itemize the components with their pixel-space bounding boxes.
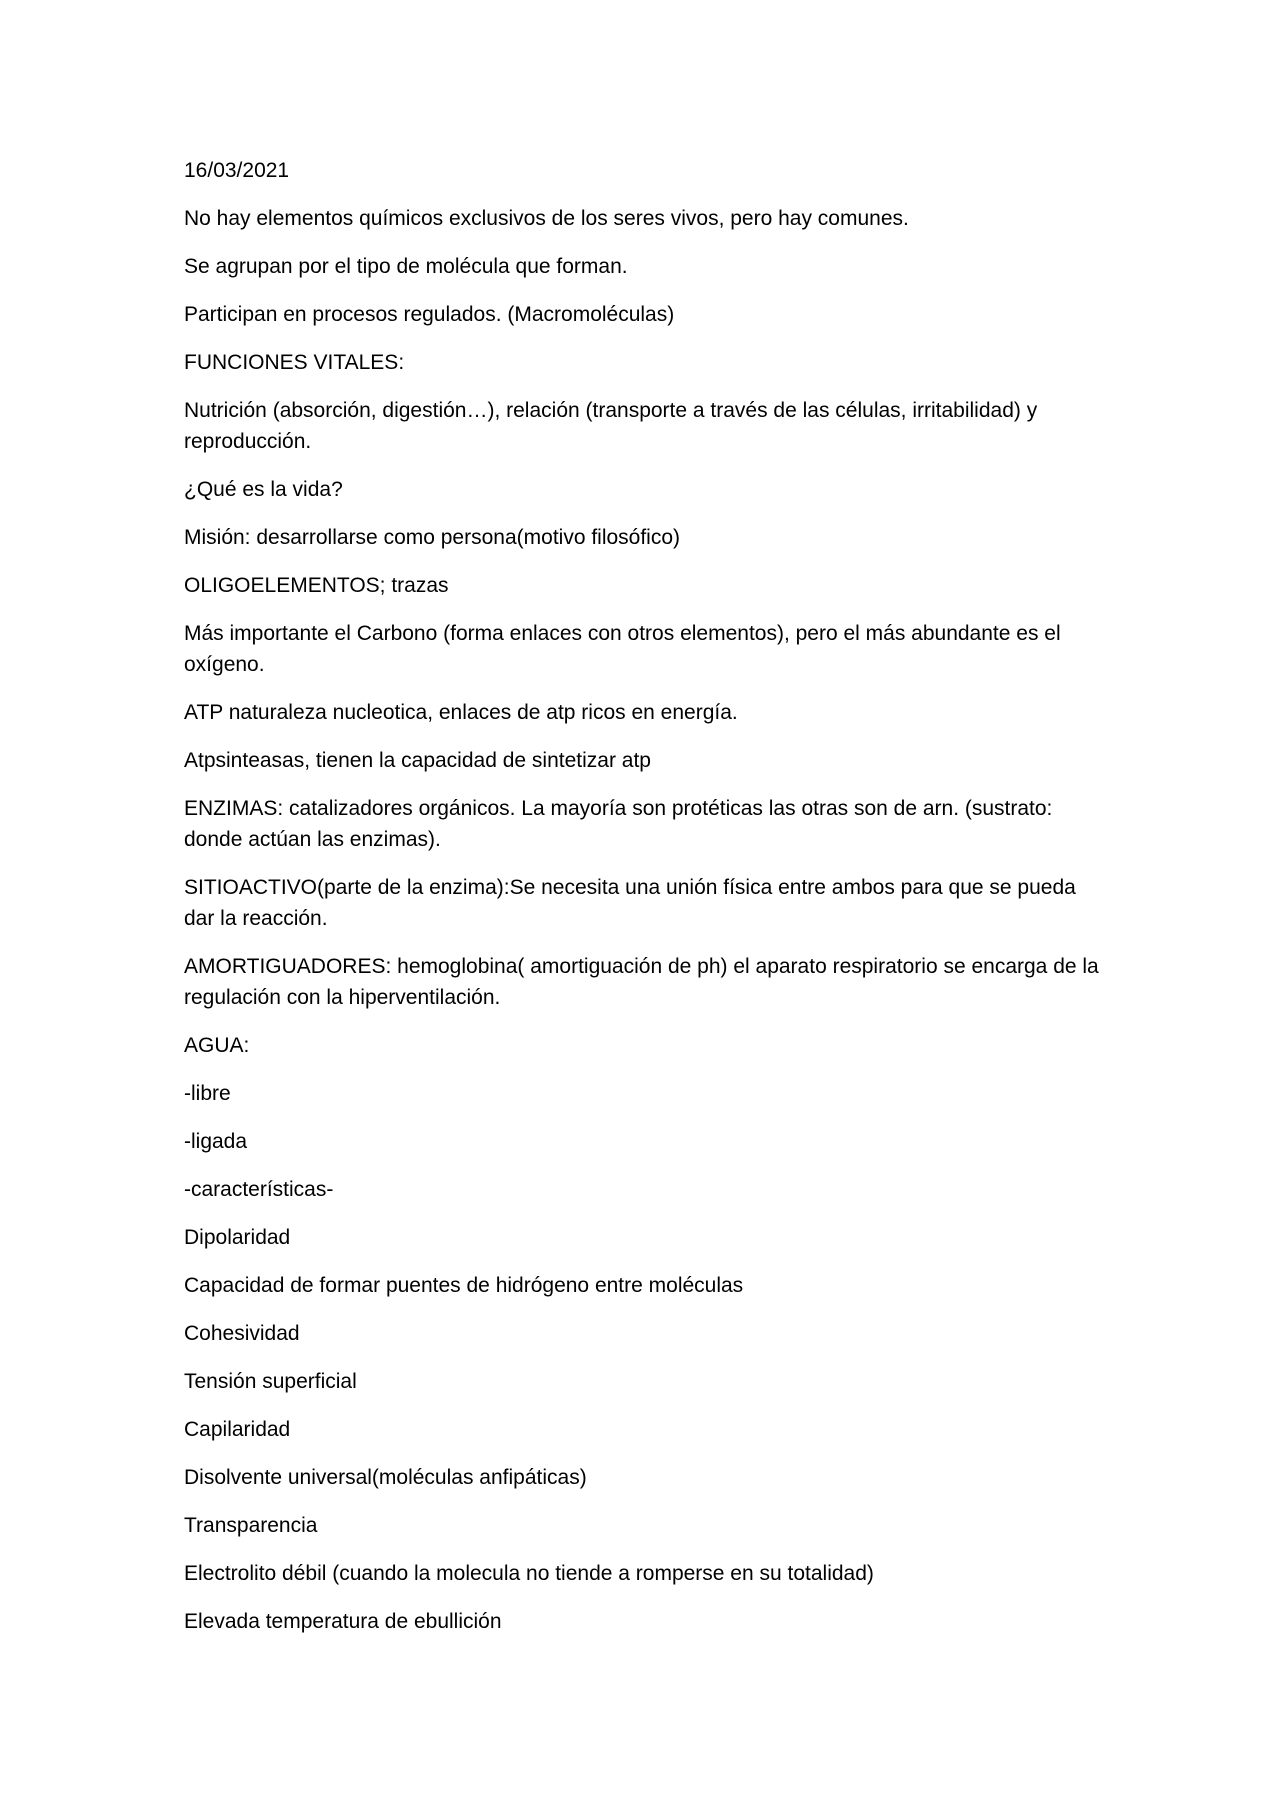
list-item: Disolvente universal(moléculas anfipáticas) [184, 1466, 587, 1489]
paragraph: Participan en procesos regulados. (Macromoléculas) [184, 303, 675, 326]
list-item: Capilaridad [184, 1418, 291, 1441]
list-item: Capacidad de formar puentes de hidrógeno entre moléculas [184, 1274, 744, 1297]
paragraph: ATP naturaleza nucleotica, enlaces de atp ricos en energía. [184, 701, 738, 724]
paragraph: Nutrición (absorción, digestión…), relación (transporte a través de las células, irritabilidad) y reproducción. [184, 399, 1038, 453]
section-heading: AGUA: [184, 1034, 250, 1057]
paragraph: AMORTIGUADORES: hemoglobina( amortiguación de ph) el aparato respiratorio se encarga de la regulación con la hiperventilación. [184, 955, 1099, 1009]
list-item: Elevada temperatura de ebullición [184, 1610, 502, 1633]
list-item: Dipolaridad [184, 1226, 291, 1249]
list-item: Electrolito débil (cuando la molecula no tiende a romperse en su totalidad) [184, 1562, 874, 1585]
paragraph: No hay elementos químicos exclusivos de los seres vivos, pero hay comunes. [184, 207, 909, 230]
date-line: 16/03/2021 [184, 159, 290, 182]
paragraph: Misión: desarrollarse como persona(motivo filosófico) [184, 526, 681, 549]
paragraph: Más importante el Carbono (forma enlaces con otros elementos), pero el más abundante es el oxígeno. [184, 622, 1061, 676]
list-item: Transparencia [184, 1514, 318, 1537]
list-item: -ligada [184, 1130, 248, 1153]
list-item: Cohesividad [184, 1322, 300, 1345]
paragraph: SITIOACTIVO(parte de la enzima):Se necesita una unión física entre ambos para que se pueda dar la reacción. [184, 876, 1076, 930]
paragraph: Atpsinteasas, tienen la capacidad de sintetizar atp [184, 749, 651, 772]
document-body [184, 155, 1104, 1654]
list-item: Tensión superficial [184, 1370, 357, 1393]
paragraph: Se agrupan por el tipo de molécula que forman. [184, 255, 628, 278]
paragraph: ¿Qué es la vida? [184, 478, 343, 501]
section-heading: FUNCIONES VITALES: [184, 351, 405, 374]
section-heading: OLIGOELEMENTOS; trazas [184, 574, 449, 597]
list-item: -libre [184, 1082, 231, 1105]
paragraph: ENZIMAS: catalizadores orgánicos. La mayoría son protéticas las otras son de arn. (sustrato: donde actúan las enzimas). [184, 797, 1053, 851]
list-item: -características- [184, 1178, 334, 1201]
